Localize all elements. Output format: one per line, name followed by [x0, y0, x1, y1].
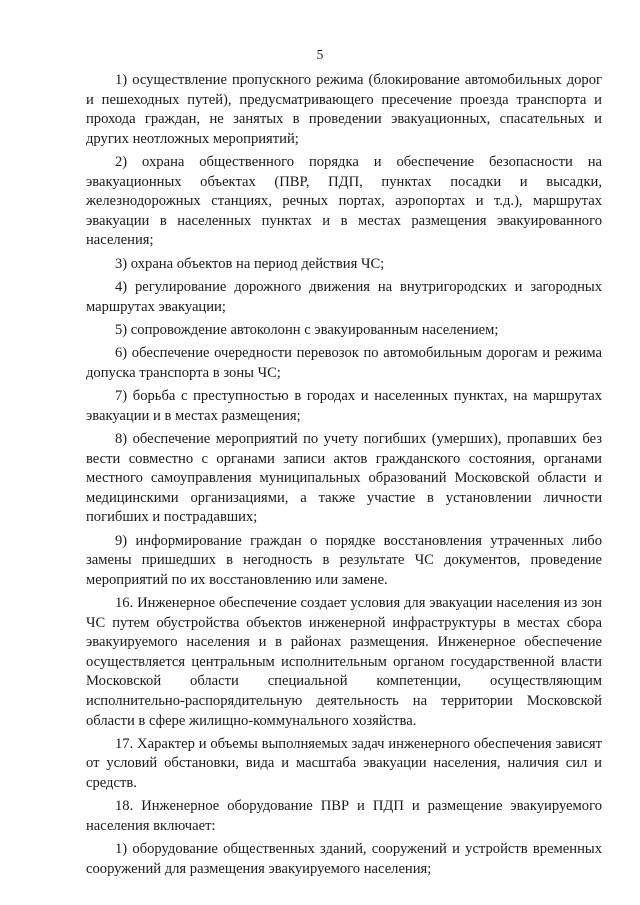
paragraph: 2) охрана общественного порядка и обеспечение безопасности на эвакуационных объектах (ПВР, ПДП, пунктах посадки и высадки, железнодорожных станциях, речных портах, аэропортах и т.д.), маршрутах эвакуации в населенных пунктах и в местах размещения эвакуированного населения; — [86, 154, 602, 249]
paragraph: 7) борьба с преступностью в городах и населенных пунктах, на маршрутах эвакуации и в местах размещения; — [86, 388, 602, 424]
paragraph: 17. Характер и объемы выполняемых задач инженерного обеспечения зависят от условий обстановки, вида и масштаба эвакуации населения, наличия сил и средств. — [86, 735, 602, 792]
paragraph: 8) обеспечение мероприятий по учету погибших (умерших), пропавших без вести совместно с органами записи актов гражданского состояния, органами местного самоуправления муниципальных образований Московской области и медицинскими организациями, а также участие в установлении личности погибших и пострадавших; — [86, 430, 602, 526]
paragraph: 9) информирование граждан о порядке восстановления утраченных либо замены пришедших в негодность в результате ЧС документов, проведение мероприятий по их восстановлению или замене. — [86, 532, 602, 588]
paragraph: 5) сопровождение автоколонн с эвакуированным населением; — [115, 321, 499, 338]
paragraph: 1) осуществление пропускного режима (блокирование автомобильных дорог и пешеходных путей), предусматривающего пресечение проезда транспорта и прохода граждан, не занятых в проведении эвакуационных, спасательных и других неотложных мероприятий; — [86, 72, 602, 147]
document-body — [86, 71, 602, 883]
page-number: 5 — [316, 47, 324, 62]
paragraph: 3) охрана объектов на период действия ЧС; — [115, 255, 385, 272]
paragraph: 6) обеспечение очередности перевозок по автомобильным дорогам и режима допуска транспорта в зоны ЧС; — [86, 345, 602, 381]
paragraph: 18. Инженерное оборудование ПВР и ПДП и размещение эвакуируемого населения включает: — [86, 798, 602, 834]
paragraph: 16. Инженерное обеспечение создает условия для эвакуации населения из зон ЧС путем обустройства объектов инженерной инфраструктуры в местах сбора эвакуируемого населения и в районах размещения. Инженерное обеспечение осуществляется центральным исполнительным органом государственной власти Московской области специальной компетенции, осуществляющим исполнительно-распорядительную деятельность на территории Московской области в сфере жилищно-коммунального хозяйства. — [86, 595, 602, 729]
paragraph: 4) регулирование дорожного движения на внутригородских и загородных маршрутах эвакуации; — [86, 279, 602, 315]
paragraph: 1) оборудование общественных зданий, сооружений и устройств временных сооружений для размещения эвакуируемого населения; — [86, 841, 602, 877]
